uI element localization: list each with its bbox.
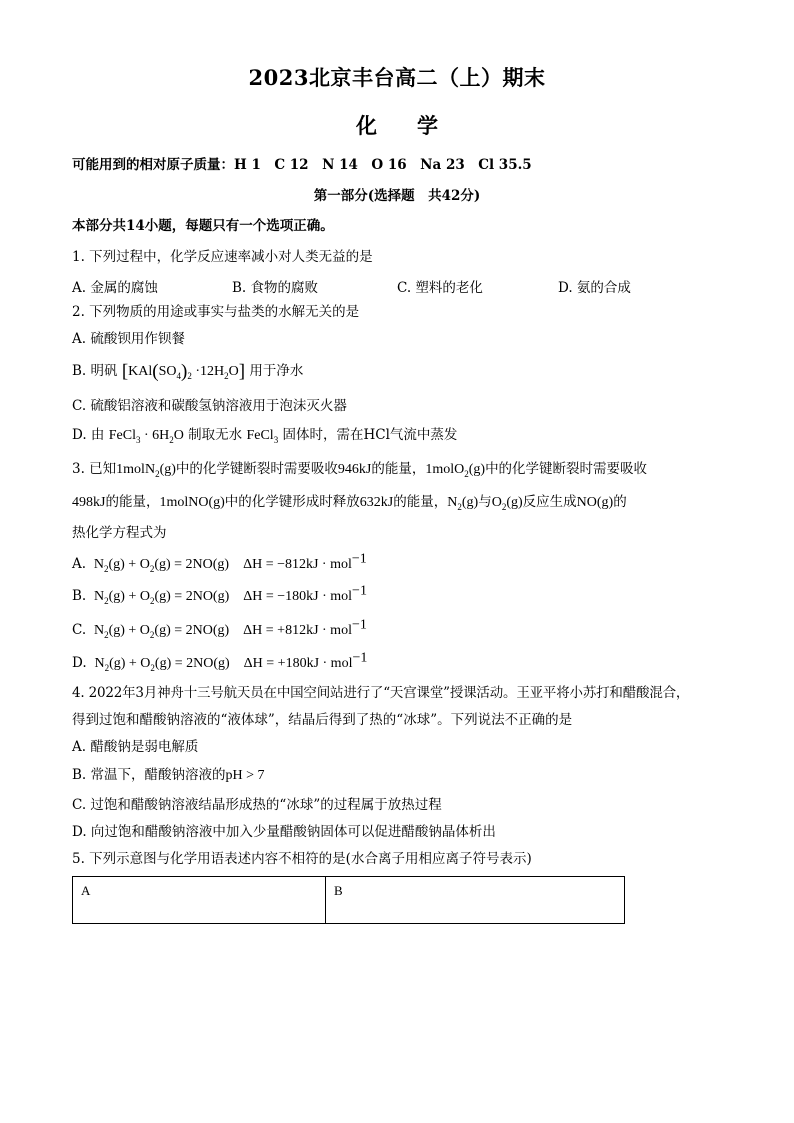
q3-formula: 1molN$_2$(g) [116,462,176,479]
q1-option-b: B. 食物的腐败 [232,280,319,296]
q1-option-c: C. 塑料的老化 [397,280,483,296]
q3-value: 632kJ [359,495,394,510]
q3-text: 中的化学键断裂时需要吸收 [175,461,338,477]
q3-text: 3. 已知 [72,461,117,477]
q3-text: 与 [478,494,492,510]
enthalpy-change: ΔH = +180kJ · mol [243,656,353,671]
equation: $N_2(g) + O_2(g) = 2NO(g)$ [90,623,244,640]
q2-option-b-prefix: B. 明矾 [72,363,118,379]
equation: $N_2(g) + O_2(g) = 2NO(g)$ [90,557,244,574]
q4-option-d: D. 向过饱和醋酸钠溶液中加入少量醋酸钠固体可以促进醋酸钠晶体析出 [72,824,496,840]
q4-option-b-prefix: B. 常温下，醋酸钠溶液的 [72,767,226,783]
equation: $N_2(g) + O_2(g) = 2NO(g)$ [90,656,244,673]
q3-formula: $N_2(g)$ [447,495,479,512]
option-letter: A. [72,556,87,572]
table-row [73,877,625,924]
enthalpy-change: ΔH = +812kJ · mol [243,623,352,638]
alum-formula: $[KAl(SO_4)_2 \cdot 12H_2O]$ [121,361,246,382]
ferric-chloride-formula: FeCl$_3$ [246,428,279,445]
enthalpy-change: ΔH = −180kJ · mol [243,589,353,604]
q4-option-c: C. 过饱和醋酸钠溶液结晶形成热的“冰球”的过程属于放热过程 [72,797,442,813]
q3-option-d: D. $N_2(g) + O_2(g) = 2NO(g)$ ΔH = +180kJ · mol$^{-1}$ [72,650,368,673]
q3-value: 946kJ [337,462,372,477]
equation: $N_2(g) + O_2(g) = 2NO(g)$ [90,589,244,606]
option-letter: C. [72,622,87,638]
q4-option-b [72,766,265,785]
q4-option-a: A. 醋酸钠是弱电解质 [72,739,199,755]
q1-stem: 1. 下列过程中，化学反应速率减小对人类无益的是 [72,249,373,265]
q3-formula: 1molO$_2$(g) [425,462,486,479]
q2-stem: 2. 下列物质的用途或事实与盐类的水解无关的是 [72,304,360,320]
subject-title: 化学 [356,113,478,138]
q1-option-a: A. 金属的腐蚀 [72,280,158,296]
q2-option-d-prefix: D. 由 [72,427,105,443]
option-letter: D. [72,655,87,671]
ferric-chloride-hydrate-formula: FeCl$_3$ · $6H_2O$ [108,428,184,445]
q3-stem-line1 [72,460,647,479]
page-title: 2023北京丰台高二（上）期末 [248,65,546,90]
q3-formula: 1molNO(g) [159,495,225,510]
table-cell-a: A [73,877,326,924]
q5-table [72,876,625,924]
q2-option-c: C. 硫酸铝溶液和碳酸氢钠溶液用于泡沫灭火器 [72,398,347,414]
q4-stem-line1: 4. 2022年3月神舟十三号航天员在中国空间站进行了“天宫课堂”授课活动。王亚平将小苏打和醋酸混合， [72,685,690,701]
q3-text: 的能量， [371,461,426,477]
q2-option-d [72,426,457,445]
q2-option-b [72,362,303,381]
q3-formula: NO(g) [576,495,614,510]
q3-text: 反应生成 [522,494,577,510]
q2-option-d-suffix: 固体时，需在HCl气流中蒸发 [282,427,458,443]
q2-option-a: A. 硫酸钡用作钡餐 [72,331,185,347]
q3-formula: $O_2(g)$ [491,495,523,512]
q4-stem-line2: 得到过饱和醋酸钠溶液的“液体球”，结晶后得到了热的“冰球”。下列说法不正确的是 [72,712,573,728]
atomic-masses: 可能用到的相对原子质量：H 1 C 12 N 14 O 16 Na 23 Cl 35.5 [72,157,532,173]
q2-option-d-mid: 制取无水 [188,427,243,443]
q3-option-a: A. $N_2(g) + O_2(g) = 2NO(g)$ ΔH = −812kJ · mol$^{-1}$ [72,551,367,574]
q3-text: 的能量， [393,494,448,510]
q5-stem: 5. 下列示意图与化学用语表述内容不相符的是(水合离子用相应离子符号表示) [72,851,532,867]
enthalpy-change: ΔH = −812kJ · mol [243,557,352,572]
q3-text: 中的化学键断裂时需要吸收 [485,461,648,477]
q3-stem-line3: 热化学方程式为 [72,525,167,541]
q3-text: 的能量， [105,494,160,510]
q3-stem-line2 [72,493,627,512]
ph-expression: pH > 7 [225,768,265,783]
q3-text: 的 [613,494,627,510]
part-title: 第一部分(选择题 共42分) [313,188,481,204]
q3-option-b: B. $N_2(g) + O_2(g) = 2NO(g)$ ΔH = −180kJ · mol$^{-1}$ [72,583,367,606]
q3-value: 498kJ [72,495,106,510]
q2-option-b-suffix: 用于净水 [249,363,304,379]
part-instructions: 本部分共14小题，每题只有一个选项正确。 [72,218,334,234]
option-letter: B. [72,588,87,604]
q3-option-c: C. $N_2(g) + O_2(g) = 2NO(g)$ ΔH = +812kJ · mol$^{-1}$ [72,617,367,640]
table-cell-b: B [326,877,625,924]
q3-text: 中的化学键形成时释放 [224,494,360,510]
q1-option-d: D. 氨的合成 [558,280,631,296]
